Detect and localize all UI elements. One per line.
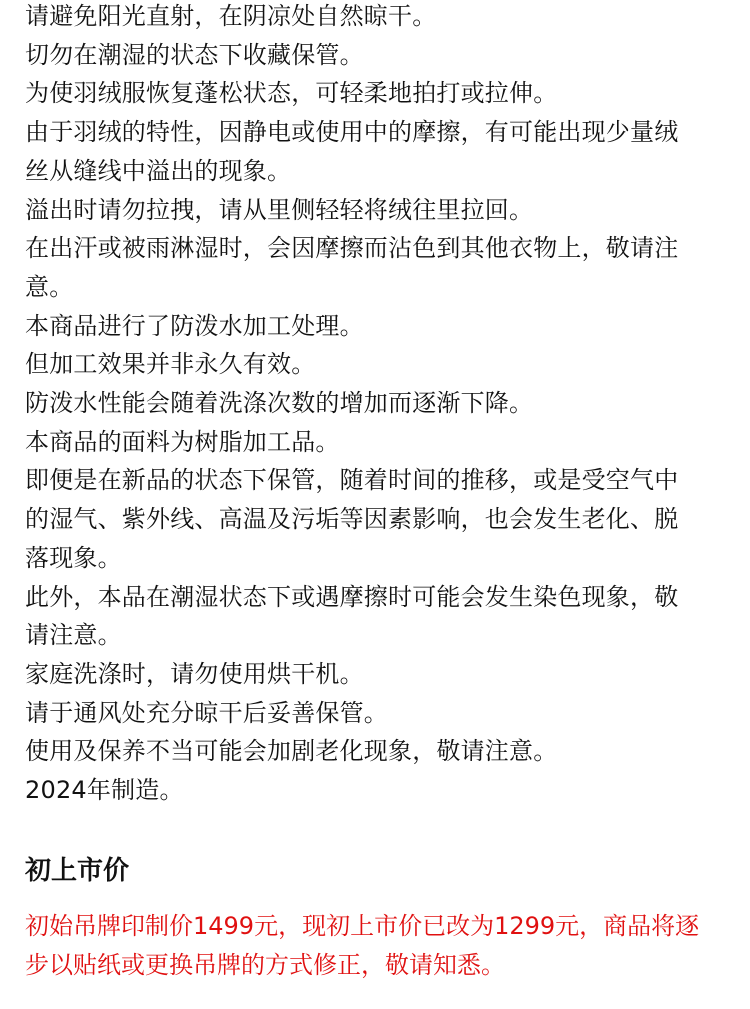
- price-note-line: 初始吊牌印制价1499元，现初上市价已改为1299元，商品将逐: [25, 912, 700, 940]
- care-line: 丝从缝线中溢出的现象。: [25, 156, 292, 185]
- care-line: 家庭洗涤时，请勿使用烘干机。: [25, 659, 364, 688]
- care-line: 但加工效果并非永久有效。: [25, 350, 316, 379]
- care-line: 请于通风处充分晾干后妥善保管。: [25, 698, 388, 727]
- care-line: 本商品进行了防泼水加工处理。: [25, 311, 364, 340]
- manufacture-year-line: 2024年制造。: [25, 776, 184, 805]
- care-line: 在出汗或被雨淋湿时，会因摩擦而沾色到其他衣物上，敬请注: [25, 234, 679, 263]
- care-line: 请注意。: [25, 621, 122, 650]
- care-line: 切勿在潮湿的状态下收藏保管。: [25, 40, 364, 69]
- care-line: 为使羽绒服恢复蓬松状态，可轻柔地拍打或拉伸。: [25, 79, 558, 108]
- care-line: 落现象。: [25, 543, 122, 572]
- care-line: 本商品的面料为树脂加工品。: [25, 427, 340, 456]
- care-line: 溢出时请勿拉拽，请从里侧轻轻将绒往里拉回。: [25, 195, 534, 224]
- price-section-title: 初上市价: [25, 856, 130, 886]
- price-correction-note: [25, 907, 728, 984]
- care-instructions-list: [25, 0, 728, 810]
- price-note-line: 步以贴纸或更换吊牌的方式修正，敬请知悉。: [25, 950, 505, 979]
- care-line: 请避免阳光直射，在阴凉处自然晾干。: [25, 2, 437, 30]
- care-line: 此外，本品在潮湿状态下或遇摩擦时可能会发生染色现象，敬: [25, 582, 679, 611]
- care-line: 意。: [25, 272, 74, 301]
- care-line: 的湿气、紫外线、高温及污垢等因素影响，也会发生老化、脱: [25, 505, 679, 534]
- care-line: 防泼水性能会随着洗涤次数的增加而逐渐下降。: [25, 389, 534, 418]
- care-line: 使用及保养不当可能会加剧老化现象，敬请注意。: [25, 737, 558, 766]
- care-line: 由于羽绒的特性，因静电或使用中的摩擦，有可能出现少量绒: [25, 118, 679, 147]
- care-line: 即便是在新品的状态下保管，随着时间的推移，或是受空气中: [25, 466, 679, 495]
